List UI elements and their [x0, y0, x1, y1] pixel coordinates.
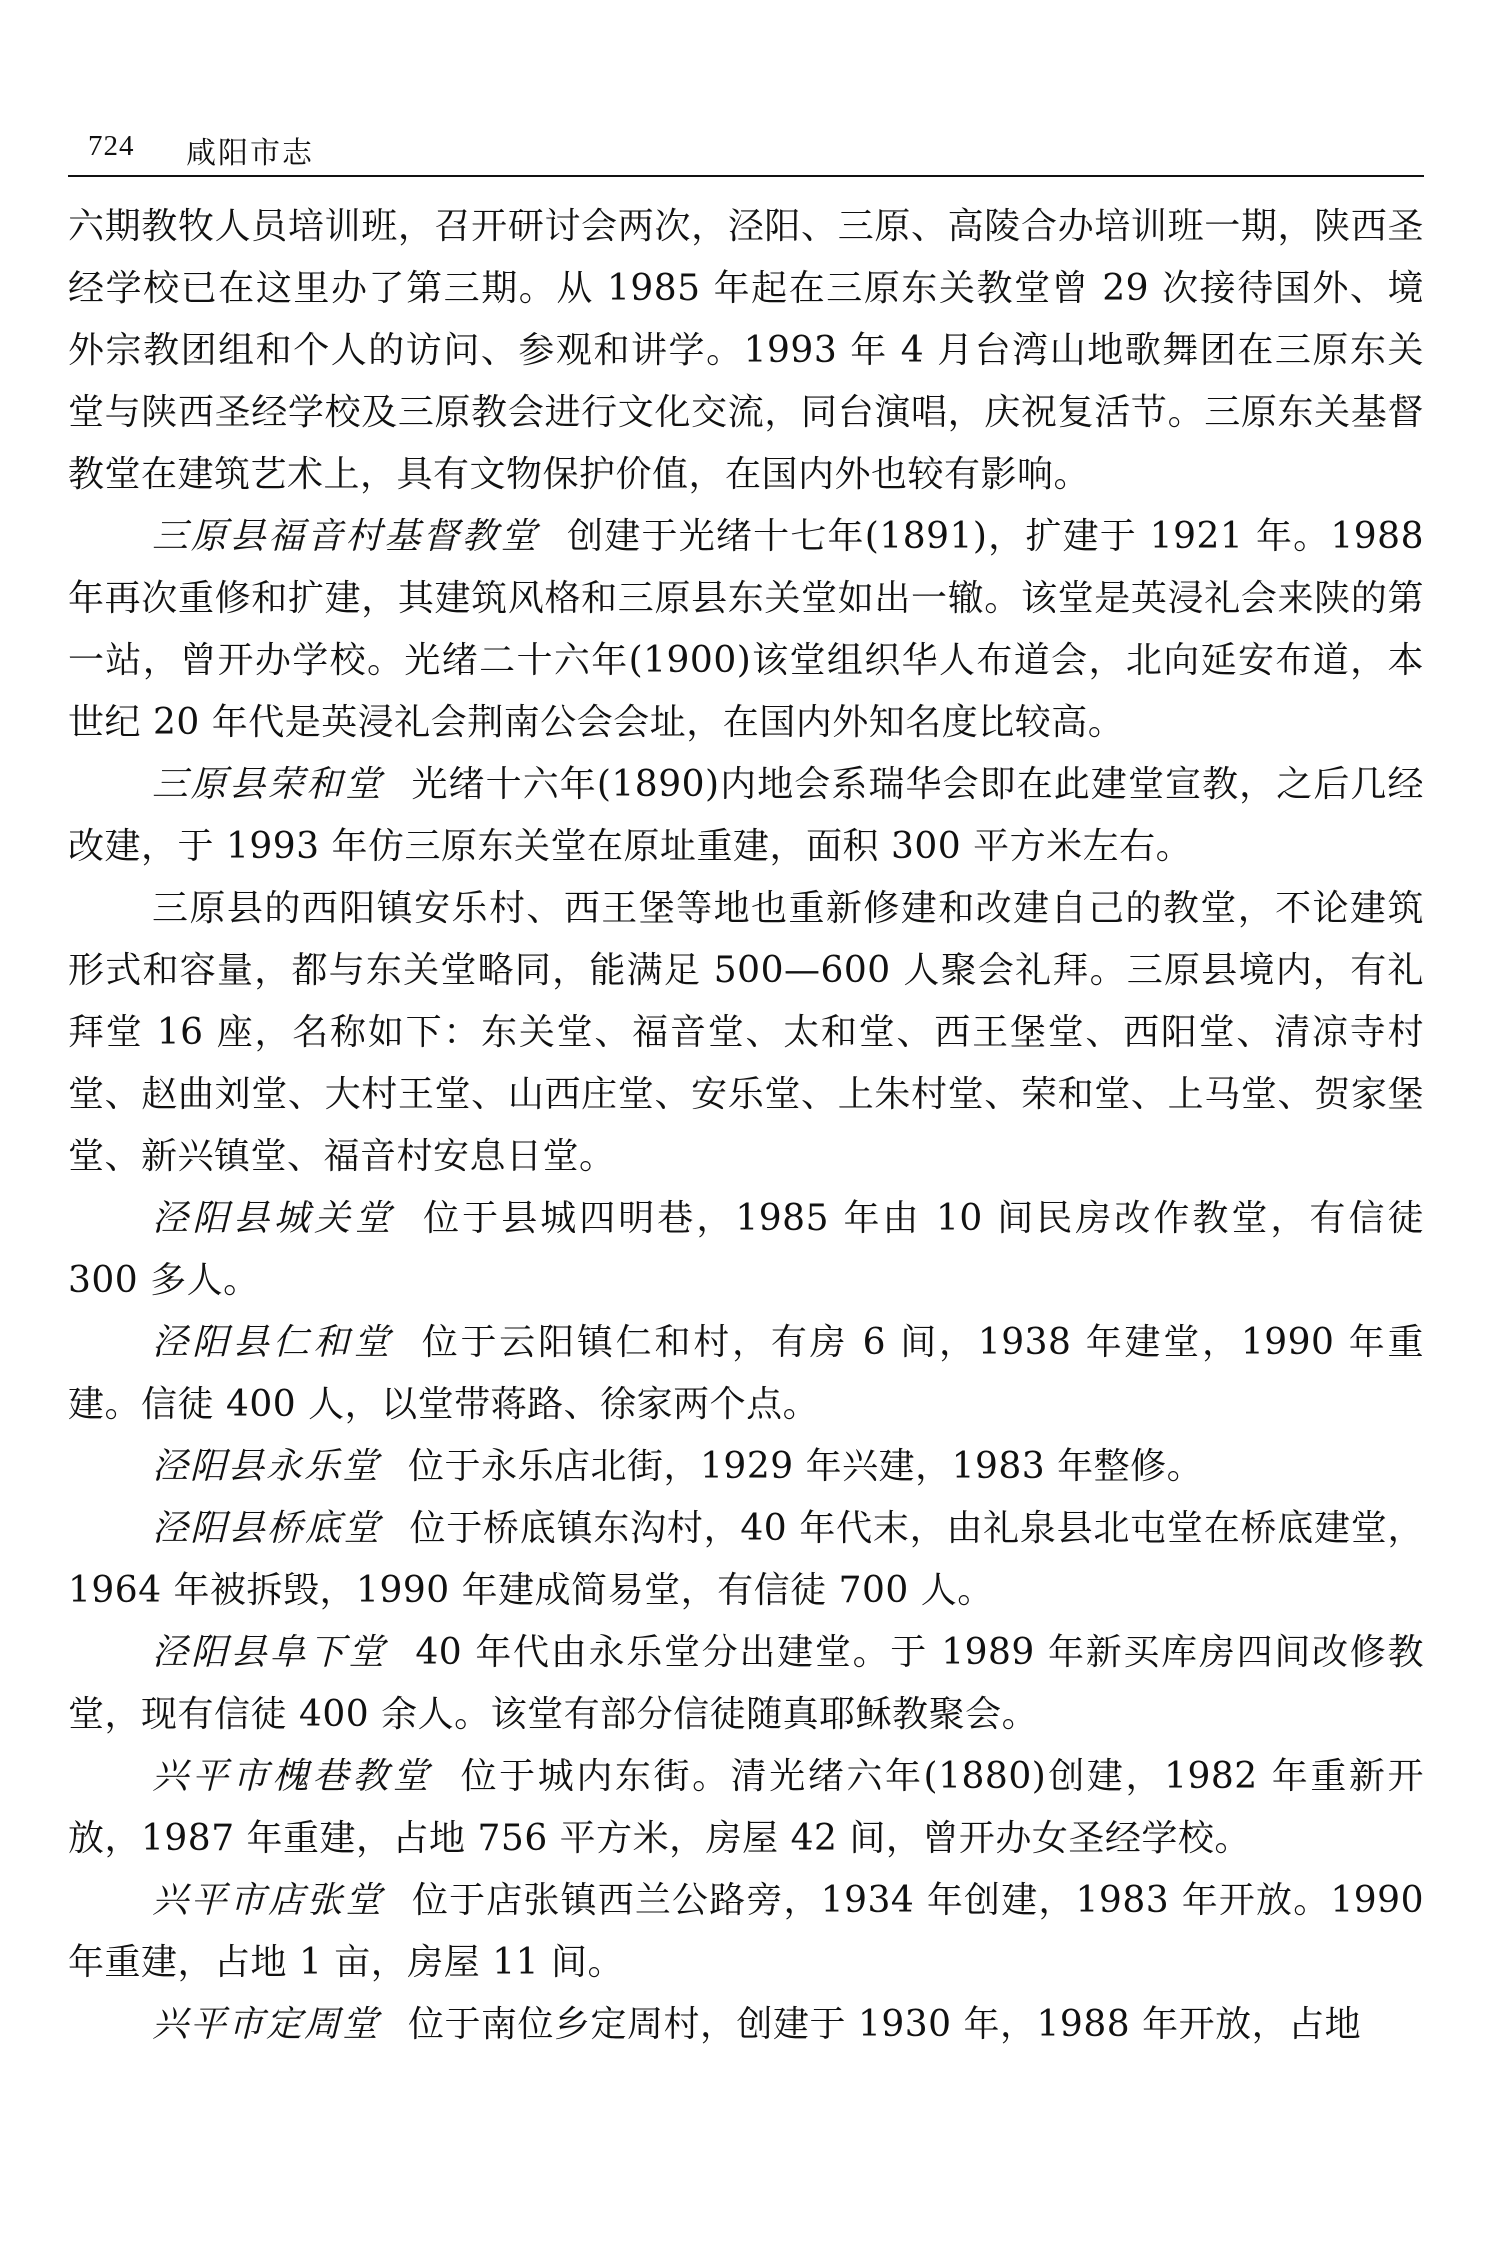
body-text [68, 196, 1424, 2056]
paragraph-text: 位于桥底镇东沟村，40 年代末，由礼泉县北屯堂在桥底建堂，1964 年被拆毁，1990 年建成简易堂，有信徒 700 人。 [68, 1508, 1424, 1611]
entry-paragraph [68, 1994, 1424, 2056]
entry-heading: 泾阳县城关堂 [152, 1198, 396, 1239]
paragraph-text: 位于店张镇西兰公路旁，1934 年创建，1983 年开放。1990 年重建，占地 1 亩，房屋 11 间。 [68, 1880, 1424, 1983]
paragraph-text: 位于城内东街。清光绪六年(1880)创建，1982 年重新开放，1987 年重建，占地 756 平方米，房屋 42 间，曾开办女圣经学校。 [68, 1756, 1424, 1859]
book-title: 咸阳市志 [186, 136, 314, 171]
paragraph-text: 六期教牧人员培训班，召开研讨会两次，泾阳、三原、高陵合办培训班一期，陕西圣经学校已在这里办了第三期。从 1985 年起在三原东关教堂曾 29 次接待国外、境外宗教团组和个人的访问、参观和讲学。1993 年 4 月台湾山地歌舞团在三原东关堂与陕西圣经学校及三原教会进行文化交流，同台演唱，庆祝复活节。三原东关基督教堂在建筑艺术上，具有文物保护价值，在国内外也较有影响。 [68, 206, 1424, 495]
entry-paragraph [68, 506, 1424, 754]
paragraph-text: 位于云阳镇仁和村，有房 6 间，1938 年建堂，1990 年重建。信徒 400 人，以堂带蒋路、徐家两个点。 [68, 1322, 1424, 1425]
entry-heading: 三原县福音村基督教堂 [152, 516, 540, 557]
paragraph-text: 光绪十六年(1890)内地会系瑞华会即在此建堂宣教，之后几经改建，于 1993 年仿三原东关堂在原址重建，面积 300 平方米左右。 [68, 764, 1424, 867]
paragraph-text: 位于南位乡定周村，创建于 1930 年，1988 年开放，占地 [408, 2004, 1362, 2045]
paragraph-text: 位于县城四明巷，1985 年由 10 间民房改作教堂，有信徒 300 多人。 [68, 1198, 1424, 1301]
entry-paragraph [68, 1436, 1424, 1498]
paragraph-text: 创建于光绪十七年(1891)，扩建于 1921 年。1988 年再次重修和扩建，其建筑风格和三原县东关堂如出一辙。该堂是英浸礼会来陕的第一站，曾开办学校。光绪二十六年(1900)该堂组织华人布道会，北向延安布道，本世纪 20 年代是英浸礼会荆南公会会址，在国内外知名度比较高。 [68, 516, 1424, 743]
entry-paragraph [68, 1622, 1424, 1746]
entry-paragraph [68, 1188, 1424, 1312]
paragraph-continuation [68, 196, 1424, 506]
entry-paragraph [68, 1746, 1424, 1870]
paragraph-text: 40 年代由永乐堂分出建堂。于 1989 年新买库房四间改修教堂，现有信徒 400 余人。该堂有部分信徒随真耶稣教聚会。 [68, 1632, 1424, 1735]
page-header [68, 126, 1424, 178]
entry-heading: 兴平市定周堂 [152, 2004, 381, 2045]
page-number: 724 [88, 130, 135, 162]
entry-heading: 泾阳县桥底堂 [152, 1508, 382, 1549]
entry-heading: 泾阳县仁和堂 [152, 1322, 394, 1363]
entry-heading: 兴平市店张堂 [152, 1880, 384, 1921]
entry-heading: 泾阳县阜下堂 [152, 1632, 388, 1673]
entry-paragraph [68, 1870, 1424, 1994]
paragraph-text: 位于永乐店北街，1929 年兴建，1983 年整修。 [408, 1446, 1204, 1487]
entry-paragraph [68, 754, 1424, 878]
entry-heading: 泾阳县永乐堂 [152, 1446, 381, 1487]
entry-heading: 兴平市槐巷教堂 [152, 1756, 433, 1797]
header-rule [68, 175, 1424, 177]
entry-heading: 三原县荣和堂 [152, 764, 384, 805]
paragraph-text: 三原县的西阳镇安乐村、西王堡等地也重新修建和改建自己的教堂，不论建筑形式和容量，都与东关堂略同，能满足 500—600 人聚会礼拜。三原县境内，有礼拜堂 16 座，名称如下：东关堂、福音堂、太和堂、西王堡堂、西阳堂、清凉寺村堂、赵曲刘堂、大村王堂、山西庄堂、安乐堂、上朱村堂、荣和堂、上马堂、贺家堡堂、新兴镇堂、福音村安息日堂。 [68, 888, 1424, 1177]
entry-paragraph [68, 1498, 1424, 1622]
body-paragraph [68, 878, 1424, 1188]
entry-paragraph [68, 1312, 1424, 1436]
